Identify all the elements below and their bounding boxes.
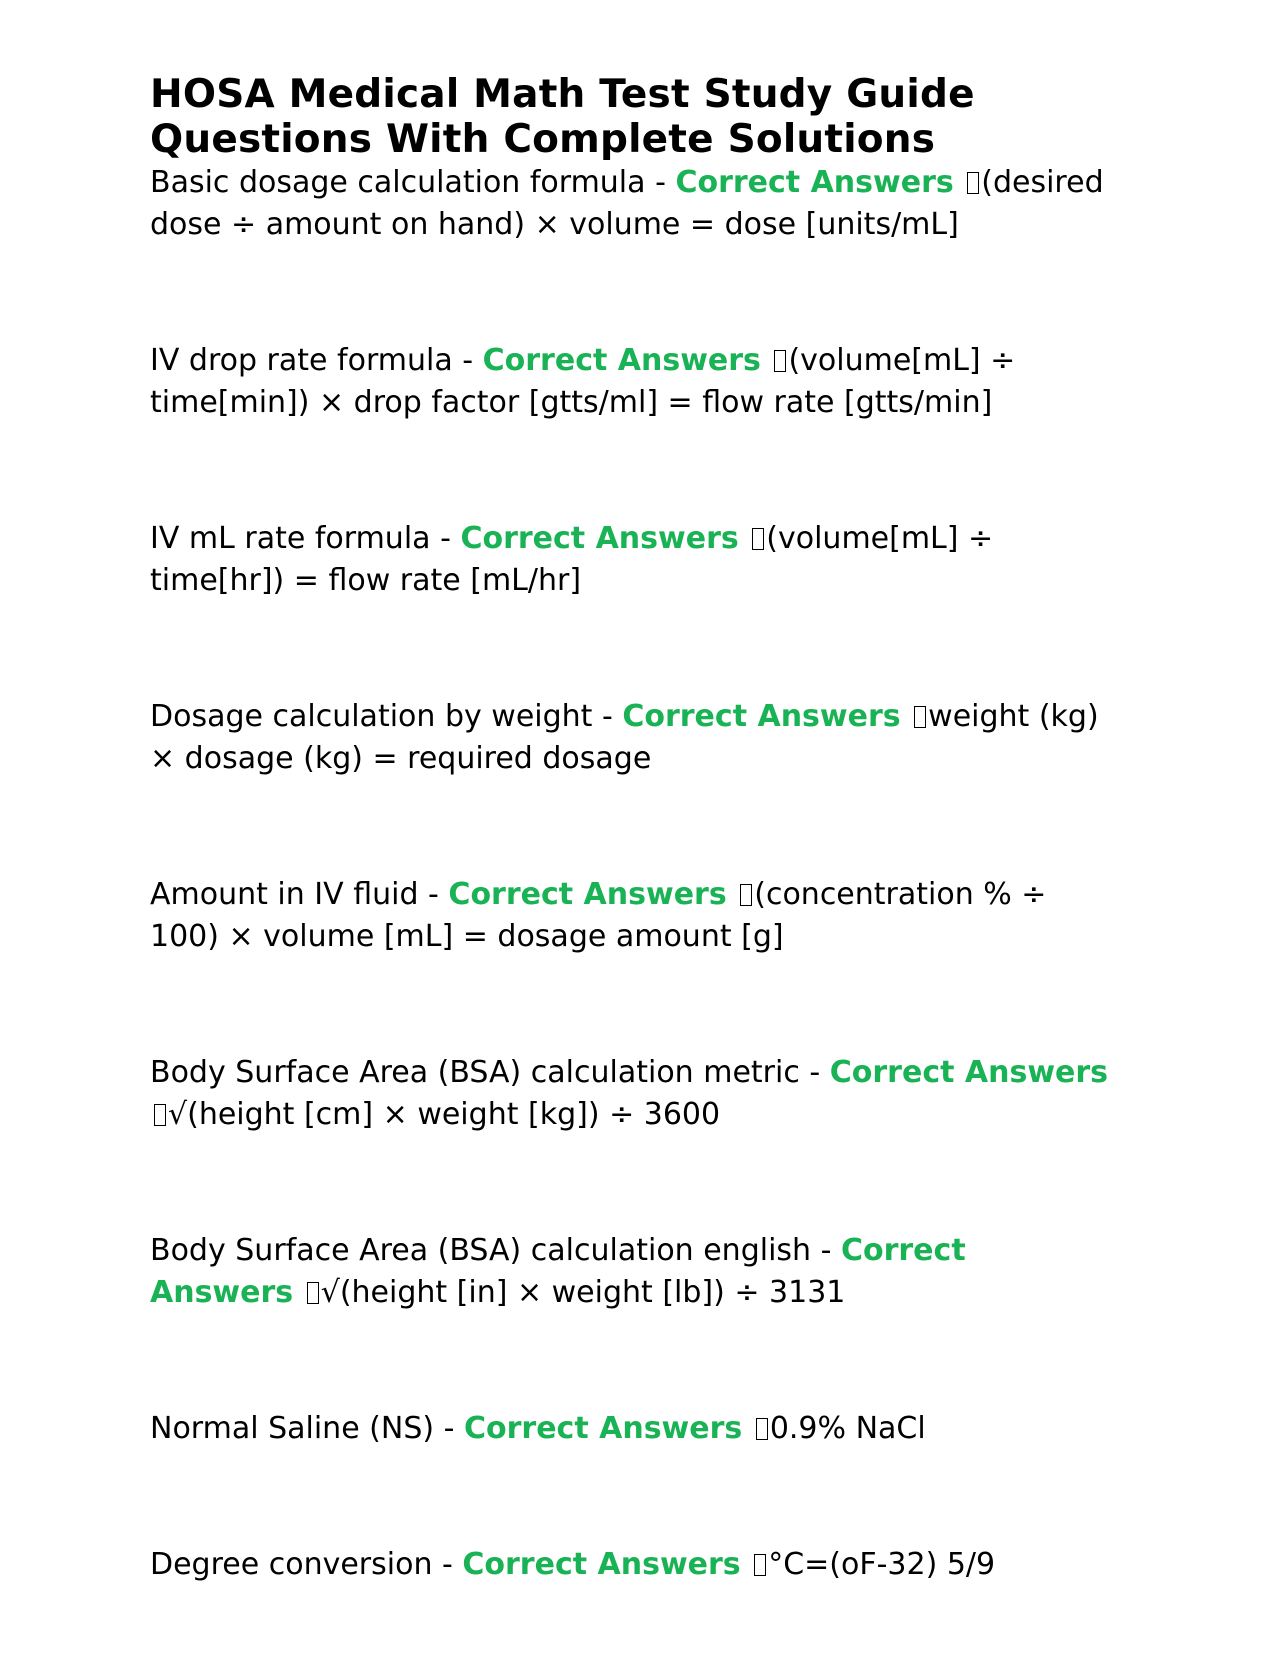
question-text: Degree conversion <box>150 1547 433 1582</box>
question-text: IV mL rate formula <box>150 521 431 556</box>
qa-entry <box>150 340 1110 424</box>
title-line-2: Questions With Complete Solutions <box>150 117 936 162</box>
separator: - <box>811 1233 841 1268</box>
missing-glyph-icon <box>752 528 764 550</box>
correct-answers-label: Correct Answers <box>829 1055 1109 1090</box>
answer-text: weight (kg) × dosage (kg) = required dosage <box>150 699 1099 776</box>
answer-text: (volume[mL] ÷ time[hr]) = flow rate [mL/hr] <box>150 521 994 598</box>
question-text: Dosage calculation by weight <box>150 699 593 734</box>
correct-answers-label: Correct Answers <box>448 877 727 912</box>
missing-glyph-icon <box>914 706 926 728</box>
correct-answers-label: Correct Answers <box>482 343 761 378</box>
missing-glyph-icon <box>774 350 786 372</box>
correct-answers-label: Correct Answers <box>622 699 901 734</box>
answer-text: (concentration % ÷ 100) × volume [mL] = dosage amount [g] <box>150 877 1047 954</box>
qa-entry <box>150 1230 1110 1314</box>
qa-entry <box>150 696 1110 780</box>
separator: - <box>432 1547 463 1582</box>
answer-text: (volume[mL] ÷ time[min]) × drop factor [gtts/ml] = flow rate [gtts/min] <box>150 343 1016 420</box>
missing-glyph-icon <box>756 1418 768 1440</box>
question-text: Body Surface Area (BSA) calculation metric <box>150 1055 800 1090</box>
separator: - <box>645 165 676 200</box>
correct-answers-label: Correct Answers <box>460 521 739 556</box>
answer-text: 0.9% NaCl <box>769 1411 926 1446</box>
qa-entry <box>150 1052 1110 1136</box>
question-text: Normal Saline (NS) <box>150 1411 435 1446</box>
correct-answers-label: Correct Answers <box>462 1547 741 1582</box>
missing-glyph-icon <box>754 1554 766 1576</box>
correct-answers-label: Correct Answers <box>675 165 954 200</box>
qa-entry <box>150 874 1110 958</box>
document-title <box>150 72 1110 162</box>
qa-entry <box>150 1408 1110 1450</box>
title-line-1: HOSA Medical Math Test Study Guide <box>150 72 975 117</box>
qa-entry <box>150 518 1110 602</box>
missing-glyph-icon <box>740 884 752 906</box>
separator: - <box>430 521 461 556</box>
document-page <box>150 72 1110 1586</box>
correct-answers-label: Correct Answers <box>150 1233 966 1310</box>
missing-glyph-icon <box>307 1282 319 1304</box>
question-text: Body Surface Area (BSA) calculation english <box>150 1233 812 1268</box>
answer-text: °C=(oF-32) 5/9 <box>768 1547 996 1582</box>
separator: - <box>418 877 449 912</box>
question-text: IV drop rate formula <box>150 343 453 378</box>
separator: - <box>434 1411 464 1446</box>
separator: - <box>592 699 623 734</box>
separator: - <box>799 1055 830 1090</box>
missing-glyph-icon <box>967 172 979 194</box>
missing-glyph-icon <box>154 1104 166 1126</box>
answer-text: (desired dose ÷ amount on hand) × volume = dose [units/mL] <box>150 165 1104 242</box>
qa-entry <box>150 1544 1110 1586</box>
answer-text: √(height [in] × weight [lb]) ÷ 3131 <box>320 1275 846 1310</box>
answer-text: √(height [cm] × weight [kg]) ÷ 3600 <box>168 1097 721 1132</box>
qa-entry <box>150 162 1110 246</box>
separator: - <box>452 343 483 378</box>
correct-answers-label: Correct Answers <box>463 1411 743 1446</box>
question-text: Basic dosage calculation formula <box>150 165 646 200</box>
question-text: Amount in IV fluid <box>150 877 419 912</box>
